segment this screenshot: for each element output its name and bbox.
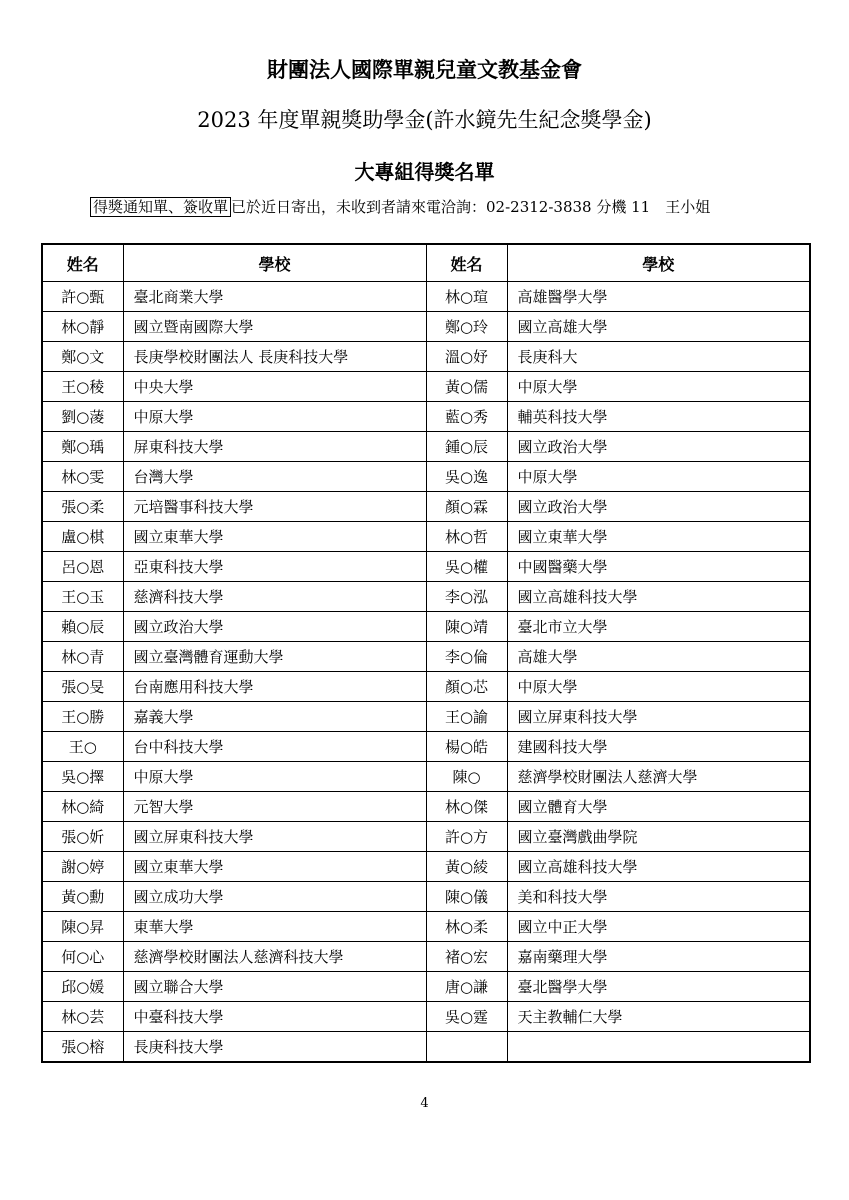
cell-school-1: 國立屏東科技大學 <box>123 822 426 852</box>
cell-school-1: 國立政治大學 <box>123 612 426 642</box>
cell-school-1: 慈濟學校財團法人慈濟科技大學 <box>123 942 426 972</box>
cell-name-1: 林○雯 <box>42 462 123 492</box>
cell-school-2: 天主教輔仁大學 <box>507 1002 810 1032</box>
org-title: 財團法人國際單親兒童文教基金會 <box>267 57 582 82</box>
cell-name-2: 吳○逸 <box>426 462 507 492</box>
cell-name-1: 鄭○瑀 <box>42 432 123 462</box>
cell-name-1: 邱○媛 <box>42 972 123 1002</box>
table-row <box>42 1032 810 1063</box>
cell-school-2 <box>507 1032 810 1063</box>
cell-school-2: 建國科技大學 <box>507 732 810 762</box>
cell-name-2: 林○柔 <box>426 912 507 942</box>
cell-school-1: 中央大學 <box>123 372 426 402</box>
cell-school-2: 中原大學 <box>507 462 810 492</box>
table-row <box>42 852 810 882</box>
cell-name-1: 林○綺 <box>42 792 123 822</box>
notice-boxed-text: 得獎通知單、簽收單 <box>90 197 231 217</box>
cell-name-1: 王○玉 <box>42 582 123 612</box>
cell-school-2: 美和科技大學 <box>507 882 810 912</box>
table-row <box>42 522 810 552</box>
table-row <box>42 342 810 372</box>
cell-school-1: 亞東科技大學 <box>123 552 426 582</box>
header-name-2: 姓名 <box>426 244 507 282</box>
cell-school-2: 國立高雄科技大學 <box>507 852 810 882</box>
table-row <box>42 432 810 462</box>
table-row <box>42 792 810 822</box>
cell-name-2: 顏○霖 <box>426 492 507 522</box>
table-row <box>42 912 810 942</box>
table-row <box>42 462 810 492</box>
table-row <box>42 942 810 972</box>
cell-name-1: 張○榕 <box>42 1032 123 1063</box>
cell-name-1: 鄭○文 <box>42 342 123 372</box>
cell-school-2: 臺北醫學大學 <box>507 972 810 1002</box>
cell-school-2: 中原大學 <box>507 372 810 402</box>
cell-name-1: 何○心 <box>42 942 123 972</box>
cell-school-1: 中臺科技大學 <box>123 1002 426 1032</box>
table-row <box>42 642 810 672</box>
cell-name-2: 黃○儒 <box>426 372 507 402</box>
table-row <box>42 1002 810 1032</box>
table-row <box>42 732 810 762</box>
table-header-row <box>42 244 810 282</box>
table-row <box>42 492 810 522</box>
cell-name-2: 李○泓 <box>426 582 507 612</box>
cell-name-2: 林○哲 <box>426 522 507 552</box>
cell-name-2: 顏○芯 <box>426 672 507 702</box>
cell-name-2: 黃○綾 <box>426 852 507 882</box>
cell-school-2: 國立屏東科技大學 <box>507 702 810 732</box>
cell-name-2: 吳○權 <box>426 552 507 582</box>
cell-name-2: 李○倫 <box>426 642 507 672</box>
cell-name-1: 張○妡 <box>42 822 123 852</box>
cell-name-2: 陳○儀 <box>426 882 507 912</box>
program-title: 2023 年度單親獎助學金(許水鏡先生紀念獎學金) <box>197 108 652 132</box>
cell-name-2: 吳○霆 <box>426 1002 507 1032</box>
awardee-table <box>41 243 811 1063</box>
cell-name-2: 許○方 <box>426 822 507 852</box>
cell-school-1: 國立暨南國際大學 <box>123 312 426 342</box>
cell-school-2: 國立政治大學 <box>507 432 810 462</box>
cell-name-1: 賴○辰 <box>42 612 123 642</box>
cell-school-2: 慈濟學校財團法人慈濟大學 <box>507 762 810 792</box>
cell-school-2: 國立政治大學 <box>507 492 810 522</box>
cell-name-1: 王○稜 <box>42 372 123 402</box>
cell-name-2: 陳○ <box>426 762 507 792</box>
cell-name-1: 王○ <box>42 732 123 762</box>
table-row <box>42 882 810 912</box>
cell-school-1: 東華大學 <box>123 912 426 942</box>
cell-name-1: 劉○蓤 <box>42 402 123 432</box>
cell-name-1: 黃○勳 <box>42 882 123 912</box>
cell-name-1: 呂○恩 <box>42 552 123 582</box>
cell-name-1: 張○柔 <box>42 492 123 522</box>
cell-name-2: 陳○靖 <box>426 612 507 642</box>
cell-school-1: 中原大學 <box>123 762 426 792</box>
cell-name-1: 吳○擇 <box>42 762 123 792</box>
table-row <box>42 282 810 312</box>
cell-name-2: 林○傑 <box>426 792 507 822</box>
cell-school-2: 中國醫藥大學 <box>507 552 810 582</box>
list-subtitle: 大專組得獎名單 <box>354 160 495 184</box>
cell-name-1: 陳○昇 <box>42 912 123 942</box>
cell-school-2: 國立東華大學 <box>507 522 810 552</box>
table-row <box>42 702 810 732</box>
table-row <box>42 762 810 792</box>
cell-name-1: 林○靜 <box>42 312 123 342</box>
cell-school-2: 國立臺灣戲曲學院 <box>507 822 810 852</box>
cell-school-1: 國立聯合大學 <box>123 972 426 1002</box>
table-row <box>42 582 810 612</box>
cell-name-2: 王○諭 <box>426 702 507 732</box>
table-row <box>42 372 810 402</box>
cell-school-1: 長庚學校財團法人 長庚科技大學 <box>123 342 426 372</box>
cell-school-1: 慈濟科技大學 <box>123 582 426 612</box>
cell-name-2: 楊○皓 <box>426 732 507 762</box>
cell-school-1: 中原大學 <box>123 402 426 432</box>
cell-school-1: 屏東科技大學 <box>123 432 426 462</box>
table-row <box>42 312 810 342</box>
cell-name-2: 鄭○玲 <box>426 312 507 342</box>
table-row <box>42 822 810 852</box>
table-row <box>42 672 810 702</box>
table-row <box>42 552 810 582</box>
cell-name-2 <box>426 1032 507 1063</box>
cell-school-1: 國立成功大學 <box>123 882 426 912</box>
header-name-1: 姓名 <box>42 244 123 282</box>
cell-school-2: 輔英科技大學 <box>507 402 810 432</box>
cell-name-1: 許○甄 <box>42 282 123 312</box>
cell-school-2: 國立中正大學 <box>507 912 810 942</box>
cell-name-1: 林○青 <box>42 642 123 672</box>
table-row <box>42 972 810 1002</box>
cell-school-2: 臺北市立大學 <box>507 612 810 642</box>
cell-school-1: 長庚科技大學 <box>123 1032 426 1063</box>
cell-school-2: 高雄大學 <box>507 642 810 672</box>
cell-name-2: 褚○宏 <box>426 942 507 972</box>
cell-school-1: 元智大學 <box>123 792 426 822</box>
cell-school-2: 國立高雄大學 <box>507 312 810 342</box>
cell-school-1: 台灣大學 <box>123 462 426 492</box>
table-body <box>42 282 810 1063</box>
cell-name-2: 溫○妤 <box>426 342 507 372</box>
cell-name-1: 盧○棋 <box>42 522 123 552</box>
cell-school-2: 高雄醫學大學 <box>507 282 810 312</box>
cell-name-2: 唐○謙 <box>426 972 507 1002</box>
page-number: 4 <box>420 1096 429 1111</box>
table-row <box>42 402 810 432</box>
cell-school-1: 國立臺灣體育運動大學 <box>123 642 426 672</box>
cell-school-1: 國立東華大學 <box>123 852 426 882</box>
cell-school-1: 臺北商業大學 <box>123 282 426 312</box>
notice-line <box>90 196 790 217</box>
header-school-2: 學校 <box>507 244 810 282</box>
cell-name-2: 藍○秀 <box>426 402 507 432</box>
cell-school-1: 嘉義大學 <box>123 702 426 732</box>
cell-school-1: 元培醫事科技大學 <box>123 492 426 522</box>
cell-school-2: 長庚科大 <box>507 342 810 372</box>
cell-name-1: 張○旻 <box>42 672 123 702</box>
header-school-1: 學校 <box>123 244 426 282</box>
notice-text: 已於近日寄出，未收到者請來電洽詢：02-2312-3838 分機 11 王小姐 <box>231 198 711 216</box>
cell-school-2: 嘉南藥理大學 <box>507 942 810 972</box>
cell-school-2: 國立體育大學 <box>507 792 810 822</box>
cell-name-1: 王○勝 <box>42 702 123 732</box>
cell-school-1: 台中科技大學 <box>123 732 426 762</box>
cell-name-2: 林○瑄 <box>426 282 507 312</box>
cell-school-2: 國立高雄科技大學 <box>507 582 810 612</box>
cell-name-1: 謝○婷 <box>42 852 123 882</box>
cell-name-1: 林○芸 <box>42 1002 123 1032</box>
cell-school-1: 台南應用科技大學 <box>123 672 426 702</box>
cell-school-1: 國立東華大學 <box>123 522 426 552</box>
cell-school-2: 中原大學 <box>507 672 810 702</box>
table-row <box>42 612 810 642</box>
cell-name-2: 鍾○辰 <box>426 432 507 462</box>
